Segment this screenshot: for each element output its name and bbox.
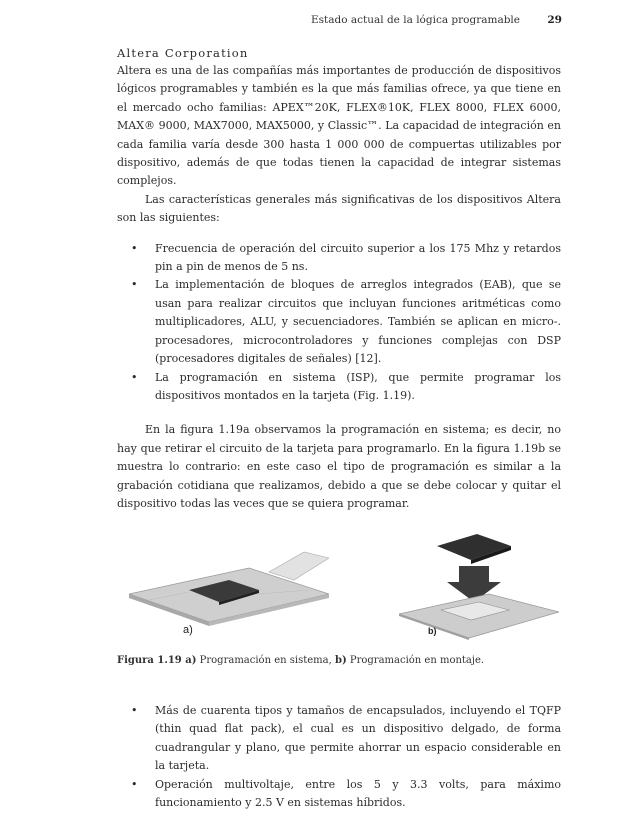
bullet-icon: •: [131, 370, 138, 384]
bullet-icon: •: [131, 777, 138, 791]
list-item: • Frecuencia de operación del circuito superior a los 175 Mhz y retardos pin a pin de menos de 5 ns.: [131, 241, 561, 274]
caption-prefix: Figura 1.19 a): [117, 655, 197, 666]
running-title: Estado actual de la lógica programable: [310, 14, 520, 26]
figure-label-b: b): [428, 626, 437, 636]
socket-programming-illustration: [399, 530, 559, 640]
list-item: • La programación en sistema (ISP), que permite programar los dispositivos montados en la tarjeta (Fig. 1.19).: [131, 370, 561, 402]
bullet-icon: •: [131, 704, 138, 717]
caption-b: Programación en montaje.: [349, 655, 485, 666]
caption-a: Programación en sistema,: [199, 655, 332, 666]
page-number: 29: [547, 14, 562, 26]
paragraph-figure-description: En la figura 1.19a observamos la programación en sistema; es decir, no hay que retirar el circuito de la tarjeta para programarlo. En la figura 1.19b se muestra lo contrario: en este caso el tipo de programación es similar a la grabación cotidiana que realizamos, debido a que se debe colocar y quitar el dispositivo todas las veces que se quiera programar.: [117, 423, 561, 510]
page-header: [0, 14, 638, 30]
figure-caption: [117, 654, 561, 668]
paragraph-characteristics: Las características generales más significativas de los dispositivos Altera son las siguientes:: [117, 192, 561, 225]
figure-label-a: a): [183, 624, 193, 636]
bullet-icon: •: [131, 278, 138, 292]
in-system-programming-illustration: [129, 542, 329, 626]
paragraph-intro: Altera es una de las compañías más importantes de producción de dispositivos lógicos programables y también es la que más familias ofrece, ya que tiene en el mercado ocho familias: APEX™20K, FLEX®10K, FLEX 8000, FLEX 6000, MAX® 9000, MAX7000, MAX5000, y Classic™. La capacidad de integración en cada familia varía desde 300 hasta 1 000 000 de compuertas utilizables por dispositivo, además de que todas tienen la capacidad de integrar sistemas complejos.: [117, 64, 561, 188]
list-item: • Operación multivoltaje, entre los 5 y 3.3 volts, para máximo funcionamiento y 2.5 V en sistemas híbridos.: [131, 777, 561, 810]
main-text: [117, 44, 561, 513]
bullet-list-continued: [117, 702, 561, 812]
section-title: Altera Corporation: [117, 46, 249, 60]
list-item: • Más de cuarenta tipos y tamaños de encapsulados, incluyendo el TQFP (thin quad flat pack), el cual es un dispositivo delgado, de forma cuadrangular y plano, que permite ahorrar un espacio considerable en la tarjeta.: [131, 704, 561, 773]
list-item: • La implementación de bloques de arreglos integrados (EAB), que se usan para realizar circuitos que incluyan funciones aritméticas como multiplicadores, ALU, y secuenciadores. También se aplican en micro-. procesadores, microcontroladores y funciones complejas con DSP (procesadores digitales de señales) [12].: [131, 278, 561, 366]
bullet-icon: •: [131, 241, 138, 255]
caption-b-prefix: b): [334, 655, 347, 666]
bullet-list: [117, 240, 561, 406]
